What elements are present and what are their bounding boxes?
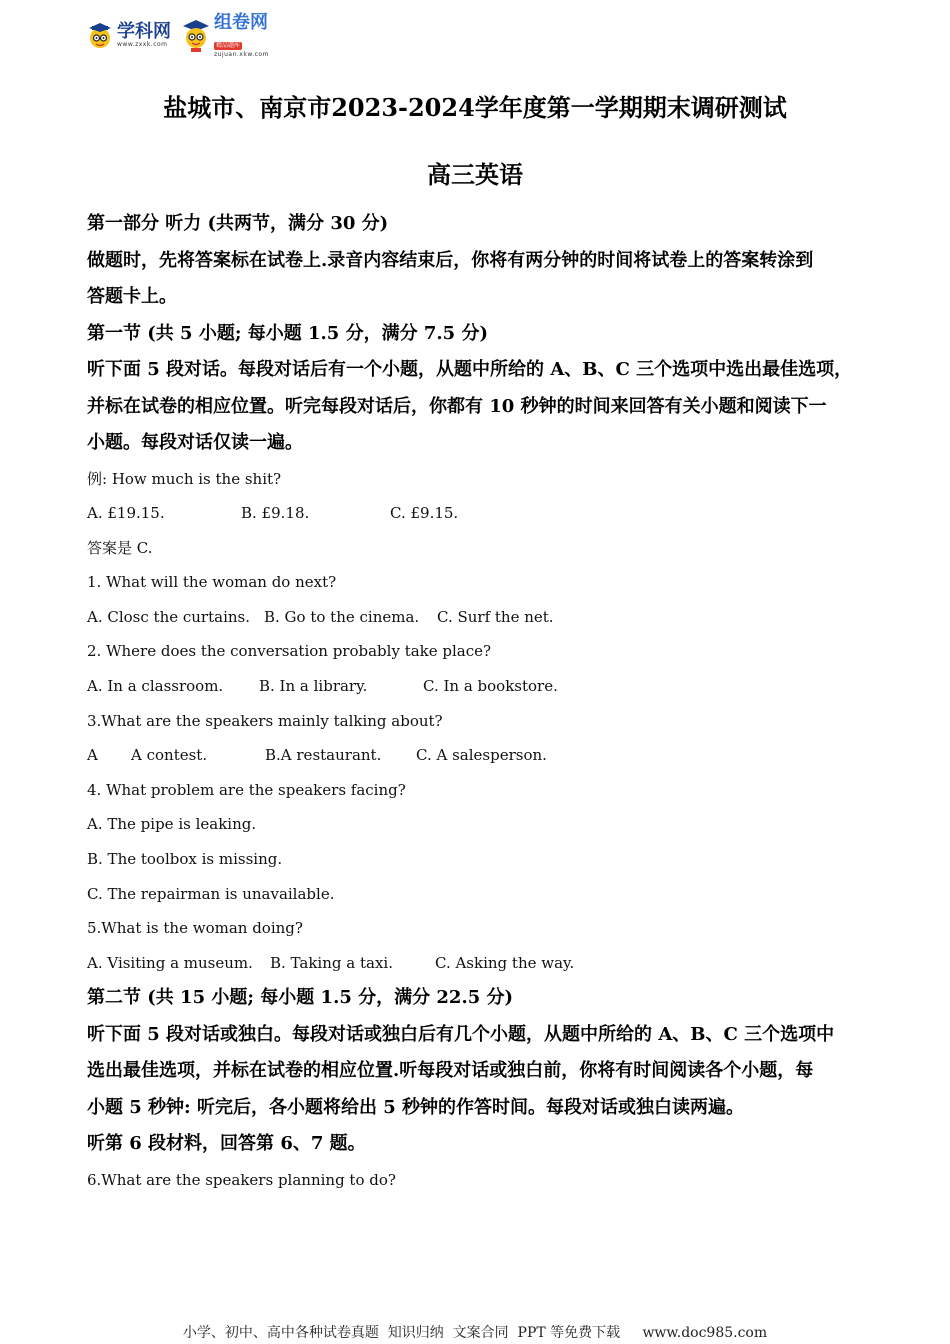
- zjw-logo-url: zujuan.xkw.com: [214, 50, 269, 58]
- option-a-letter: A: [87, 746, 98, 765]
- option-a: A contest.: [131, 746, 208, 765]
- option-b: B. The toolbox is missing.: [87, 850, 283, 869]
- option-b: B. £9.18.: [241, 504, 310, 523]
- part1-instruction-line: 做题时，先将答案标在试卷上.录音内容结束后，你将有两分钟的时间将试卷上的答案转涂到: [87, 249, 814, 271]
- example-options: [87, 496, 877, 531]
- section2-instruction-line: 听下面 5 段对话或独白。每段对话或独白后有几个小题，从题中所给的 A、B、C 三个选项中: [87, 1023, 835, 1045]
- section1-heading: 第一节 (共 5 小题; 每小题 1.5 分，满分 7.5 分): [87, 322, 488, 344]
- xkw-logo-url: www.zxxk.com: [117, 41, 168, 48]
- footer-url[interactable]: www.doc985.com: [642, 1325, 768, 1341]
- section2-instruction-line: 选出最佳选项，并标在试卷的相应位置.听每段对话或独白前，你将有时间阅读各个小题，每: [87, 1060, 814, 1082]
- question-5: 5.What is the woman doing?: [87, 919, 303, 938]
- material-heading: 听第 6 段材料，回答第 6、7 题。: [87, 1133, 366, 1155]
- section1-instruction-line: 并标在试卷的相应位置。听完每段对话后，你都有 10 秒钟的时间来回答有关小题和阅读下一: [87, 395, 827, 417]
- header-logos: [86, 11, 269, 58]
- question-1-options: [87, 600, 877, 635]
- question-3: 3.What are the speakers mainly talking about?: [87, 711, 443, 730]
- option-a: A. Visiting a museum.: [87, 953, 253, 972]
- question-4: 4. What problem are the speakers facing?: [87, 780, 406, 799]
- example-answer: 答案是 C.: [87, 538, 153, 557]
- footer-text: 小学、初中、高中各种试卷真题 知识归纳 文案合同 PPT 等免费下载: [182, 1325, 621, 1341]
- option-c: C. Surf the net.: [437, 607, 554, 626]
- section2-heading: 第二节 (共 15 小题; 每小题 1.5 分，满分 22.5 分): [87, 987, 514, 1009]
- question-2-options: [87, 669, 877, 704]
- section1-instruction-line: 小题。每段对话仅读一遍。: [87, 432, 303, 453]
- option-b: B. Go to the cinema.: [264, 607, 420, 626]
- exam-content: [87, 206, 877, 1198]
- zjw-logo-badge: 精品题库: [216, 41, 241, 49]
- zjw-logo-name: 组卷网: [214, 11, 268, 33]
- question-6: 6.What are the speakers planning to do?: [87, 1170, 396, 1189]
- part1-instruction-line: 答题卡上。: [87, 286, 177, 307]
- example-question: 例: How much is the shit?: [87, 469, 282, 488]
- question-1: 1. What will the woman do next?: [87, 573, 337, 592]
- option-c: C. In a bookstore.: [423, 677, 558, 696]
- option-c: C. The repairman is unavailable.: [87, 884, 335, 903]
- page-subtitle: 高三英语: [427, 160, 523, 189]
- option-a: A. The pipe is leaking.: [87, 815, 257, 834]
- option-b: B. Taking a taxi.: [270, 953, 393, 972]
- option-c: C. £9.15.: [390, 504, 459, 523]
- option-a: A. £19.15.: [87, 504, 165, 523]
- option-a: A. In a classroom.: [87, 677, 224, 696]
- question-2: 2. Where does the conversation probably take place?: [87, 642, 492, 661]
- option-b: B. In a library.: [259, 677, 368, 696]
- option-c: C. A salesperson.: [416, 746, 547, 765]
- xkw-logo: [86, 22, 171, 50]
- page-title: 盐城市、南京市2023-2024学年度第一学期期末调研测试: [163, 93, 787, 122]
- option-a: A. Closc the curtains.: [87, 607, 251, 626]
- xkw-logo-name: 学科网: [117, 21, 171, 42]
- question-3-options: [87, 738, 877, 773]
- option-c: C. Asking the way.: [435, 953, 575, 972]
- part1-heading: 第一部分 听力 (共两节，满分 30 分): [87, 213, 389, 234]
- question-5-options: [87, 946, 877, 981]
- zjw-mascot-icon: [181, 19, 211, 53]
- section2-instruction-line: 小题 5 秒钟: 听完后，各小题将给出 5 秒钟的作答时间。每段对话或独白读两遍。: [87, 1096, 745, 1118]
- page-footer: [0, 1322, 950, 1342]
- section1-instruction-line: 听下面 5 段对话。每段对话后有一个小题，从题中所给的 A、B、C 三个选项中选出最佳选项，: [87, 359, 853, 380]
- zjw-logo: [181, 11, 269, 59]
- xkw-mascot-icon: [86, 22, 114, 50]
- option-b: B.A restaurant.: [265, 746, 382, 765]
